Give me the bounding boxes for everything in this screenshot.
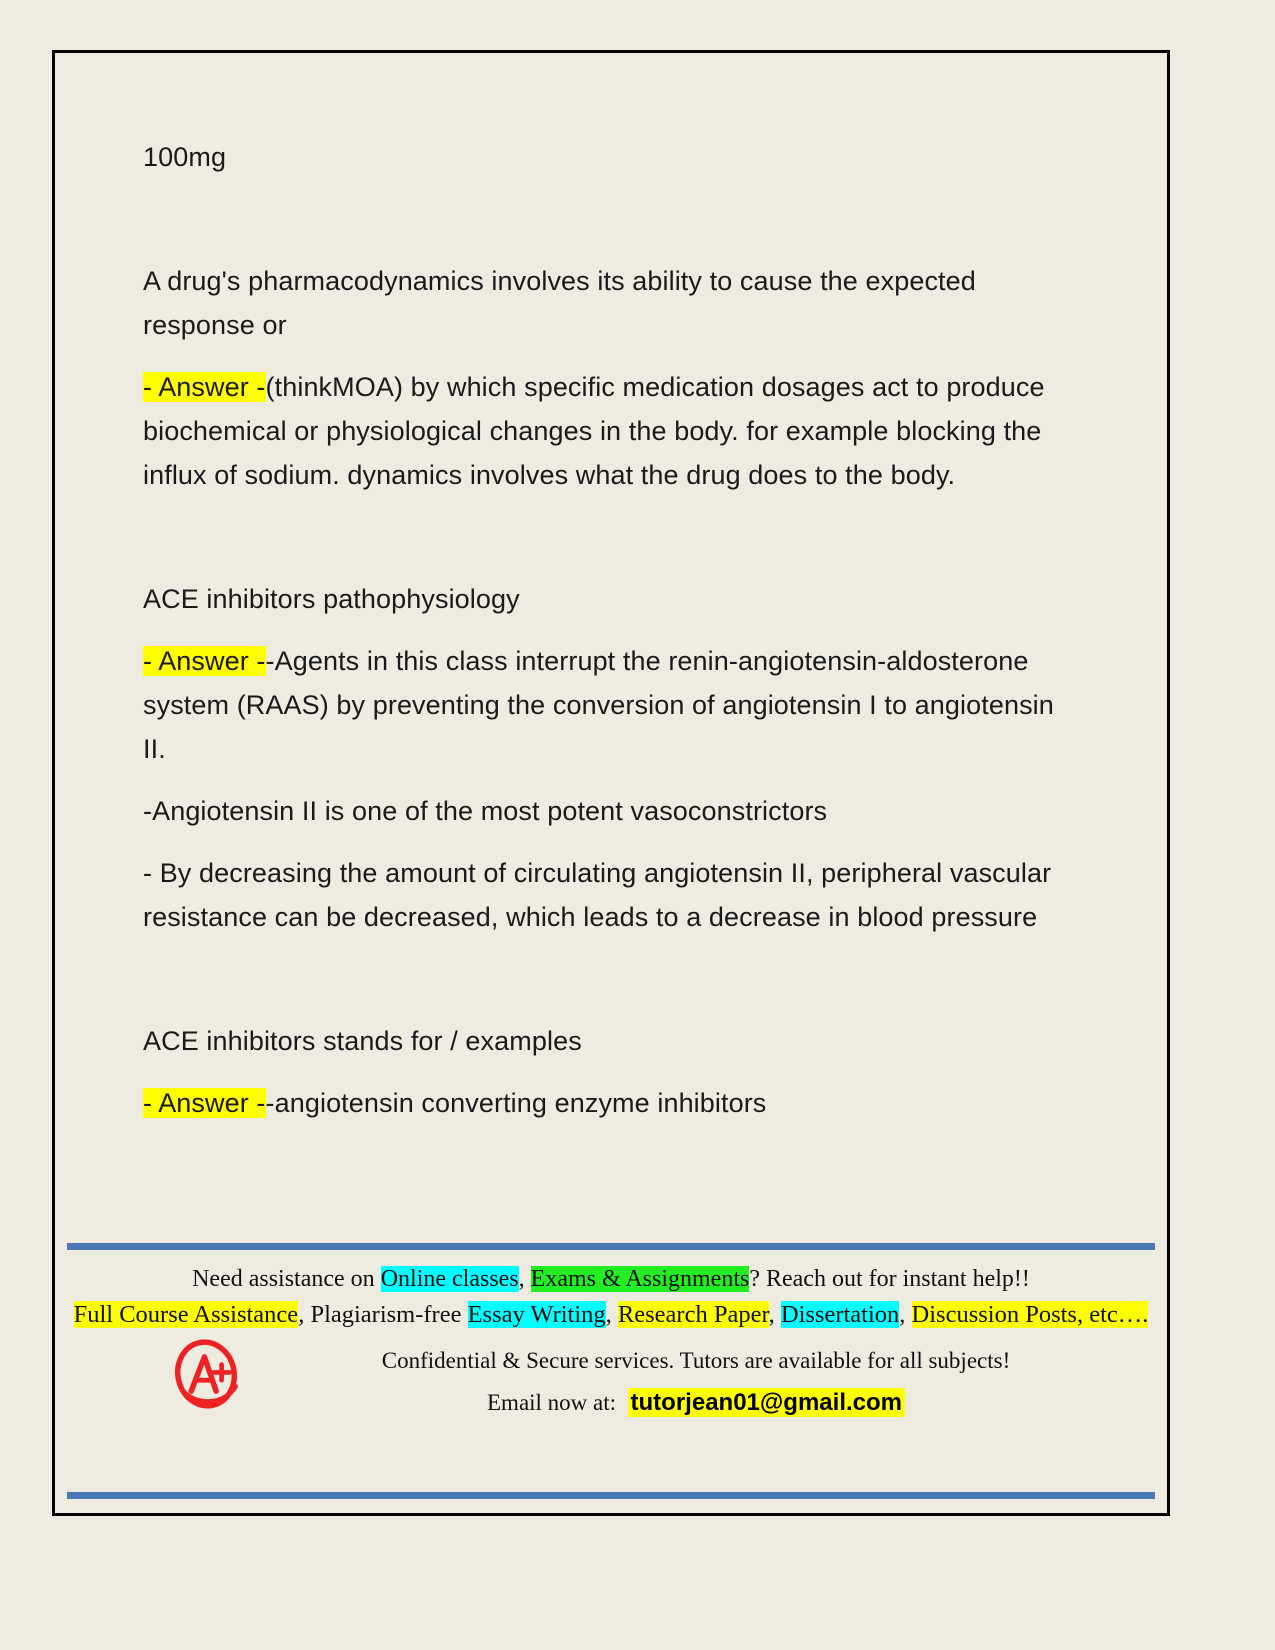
promo-full-course-assistance: Full Course Assistance [73, 1301, 299, 1328]
answer-highlight: - Answer - [143, 1088, 266, 1118]
paragraph-question-ace-pathophysiology: ACE inhibitors pathophysiology [143, 584, 520, 614]
promo-text [67, 1261, 1155, 1333]
document-body [143, 135, 1083, 1143]
promo-exams-assignments: Exams & Assignments [530, 1266, 750, 1292]
promo-sep-3: , [768, 1301, 781, 1328]
paragraph-dose: 100mg [143, 142, 227, 172]
spacer [143, 197, 1083, 259]
promo-research-paper: Research Paper [617, 1301, 769, 1328]
paragraph-answer-pharmacodynamics [143, 365, 1083, 497]
paragraph-question-pharmacodynamics: A drug's pharmacodynamics involves its ability to cause the expected response or [143, 266, 976, 340]
spacer [143, 957, 1083, 1019]
paragraph-answer-ace-stands-for [143, 1081, 1083, 1125]
promo-post: ? Reach out for instant help!! [749, 1266, 1030, 1292]
email-line [265, 1383, 1127, 1423]
promo-online-classes: Online classes [380, 1266, 519, 1292]
divider-top [67, 1243, 1155, 1250]
a-plus-logo-icon [167, 1335, 245, 1413]
email-label: Email now at: [487, 1390, 617, 1415]
spacer [143, 515, 1083, 577]
assurance-block [265, 1341, 1127, 1423]
paragraph-bullet-vasoconstrictors: -Angiotensin II is one of the most potent vasoconstrictors [143, 796, 828, 826]
promo-pre: Need assistance on [192, 1266, 381, 1292]
paragraph-answer-ace-pathophysiology [143, 639, 1083, 771]
assurance-text: Confidential & Secure services. Tutors are available for all subjects! [381, 1348, 1011, 1373]
promo-discussion-posts: Discussion Posts, etc…. [911, 1301, 1149, 1328]
paragraph-bullet-blood-pressure: - By decreasing the amount of circulating angiotensin II, peripheral vascular resistance can be decreased, which leads to a decrease in blood pressure [143, 858, 1052, 932]
promo-sep-1: , Plagiarism-free [298, 1301, 468, 1328]
promo-line-2 [67, 1297, 1155, 1333]
paragraph-question-ace-stands-for: ACE inhibitors stands for / examples [143, 1026, 582, 1056]
promo-sep-4: , [899, 1301, 912, 1328]
promo-sep-2: , [605, 1301, 618, 1328]
promo-essay-writing: Essay Writing [467, 1301, 606, 1328]
document-page [52, 50, 1170, 1516]
footer-advertisement [55, 1235, 1167, 1513]
answer-text: (thinkMOA) by which specific medication dosages act to produce biochemical or physiological changes in the body. for example blocking the influx of sodium. dynamics involves what the drug does to the body. [143, 372, 1045, 490]
answer-text: -Agents in this class interrupt the renin-angiotensin-aldosterone system (RAAS) by preventing the conversion of angiotensin I to angiotensin II. [143, 646, 1054, 764]
divider-bottom [67, 1492, 1155, 1499]
promo-mid: , [518, 1266, 531, 1292]
email-address[interactable]: tutorjean01@gmail.com [628, 1388, 905, 1417]
answer-highlight: - Answer - [143, 646, 266, 676]
answer-text: -angiotensin converting enzyme inhibitors [265, 1088, 767, 1118]
promo-dissertation: Dissertation [780, 1301, 900, 1328]
promo-line-1 [67, 1261, 1155, 1297]
answer-highlight: - Answer - [143, 372, 266, 402]
